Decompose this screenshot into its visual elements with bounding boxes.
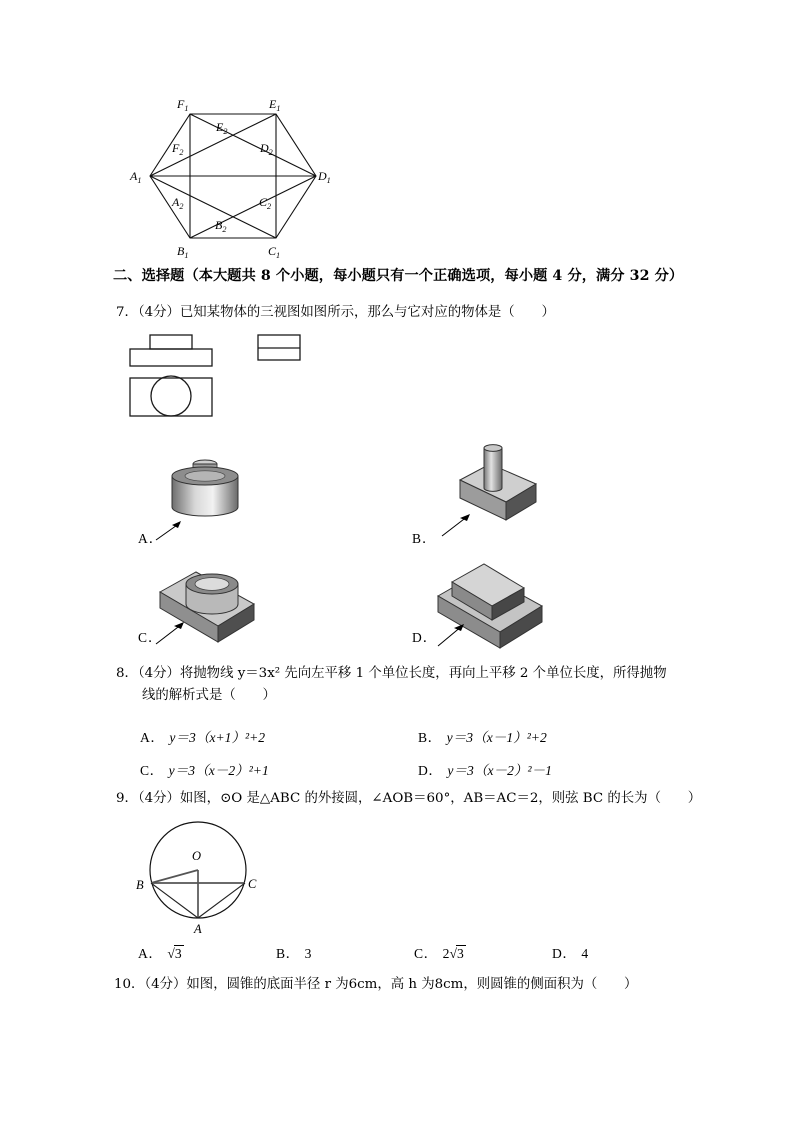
q8-option-c[interactable] [140, 759, 269, 779]
hex-label-E2: $E_2$ [216, 120, 228, 136]
hex-label-D1: $D_1$ [318, 169, 331, 185]
q8-option-a[interactable] [140, 726, 265, 746]
hex-label-A2: $A_2$ [172, 195, 184, 211]
q8-option-a-text: y＝3（x+1）²+2 [169, 730, 266, 745]
option-c-label: C． [138, 630, 163, 645]
question-10-stem: 10．（4分）如图，圆锥的底面半径 r 为6cm，高 h 为8cm，则圆锥的侧面积为（ ） [114, 977, 638, 992]
question-8-stem-line1: 8．（4分）将抛物线 y＝3x² 先向左平移 1 个单位长度，再向上平移 2 个单位长度，所得抛物 [116, 666, 667, 681]
q9-option-b-label: B． [276, 946, 300, 961]
q9-label-O: O [192, 849, 202, 863]
question-8-stem [116, 663, 691, 706]
q8-option-d[interactable] [418, 759, 552, 779]
q8-option-b-label: B． [418, 730, 442, 745]
hex-label-B1: $B_1$ [177, 244, 189, 260]
q8-option-b[interactable] [418, 726, 547, 746]
question-8-stem-line2: 线的解析式是（ ） [142, 687, 276, 703]
three-view-drawing [128, 332, 348, 424]
hex-label-B2: $B_2$ [215, 218, 227, 234]
q9-option-b-value: 3 [304, 946, 312, 961]
option-b-label: B． [412, 531, 437, 546]
hex-label-C1: $C_1$ [268, 244, 281, 260]
option-a-figure-cylinder [150, 455, 280, 545]
circumscribed-circle-figure [128, 812, 288, 937]
option-a-label: A． [138, 531, 164, 546]
q8-option-d-label: D． [418, 763, 443, 778]
section-heading: 二、选择题（本大题共 8 个小题，每小题只有一个正确选项，每小题 4 分，满分 32 分） [113, 268, 684, 284]
q9-option-a-radicand: 3 [174, 946, 182, 961]
q8-option-b-text: y＝3（x－1）²+2 [446, 730, 547, 745]
hex-label-C2: $C_2$ [259, 195, 272, 211]
hexagon-star-figure [128, 88, 338, 263]
hex-label-F1: $F_1$ [177, 97, 189, 113]
hex-label-E1: $E_1$ [269, 97, 281, 113]
q9-option-d[interactable] [552, 942, 588, 962]
option-c-figure-short-cylinder-on-block [150, 556, 290, 651]
q9-option-c-radicand: 3 [456, 946, 464, 961]
question-9-stem: 9．（4分）如图，⊙O 是△ABC 的外接圆，∠AOB＝60°，AB＝AC＝2，则弦 BC 的长为（ ） [116, 791, 702, 806]
q8-option-c-text: y＝3（x－2）²+1 [168, 763, 269, 778]
q9-option-a[interactable] [138, 942, 184, 962]
q8-option-d-text: y＝3（x－2）²－1 [447, 763, 552, 778]
hex-label-F2: $F_2$ [172, 141, 184, 157]
hex-label-D2: $D_2$ [260, 141, 273, 157]
question-7-stem: 7．（4分）已知某物体的三视图如图所示，那么与它对应的物体是（ ） [116, 305, 555, 320]
q9-option-d-value: 4 [581, 946, 589, 961]
option-d-figure-stacked-blocks [432, 556, 572, 651]
q9-label-C: C [248, 877, 257, 891]
q9-option-a-value: √3 [167, 946, 182, 961]
q9-label-A: A [194, 922, 202, 936]
q8-option-c-label: C． [140, 763, 164, 778]
q9-option-b[interactable] [276, 942, 311, 962]
q9-option-c-label: C． [414, 946, 438, 961]
q9-option-c-coefficient: 2 [442, 946, 450, 961]
q9-option-d-label: D． [552, 946, 577, 961]
q9-option-a-label: A． [138, 946, 163, 961]
q8-option-a-label: A． [140, 730, 165, 745]
q9-label-B: B [136, 878, 144, 892]
option-d-label: D． [412, 630, 438, 645]
q9-option-c[interactable] [414, 942, 466, 962]
q9-option-c-value: √3 [449, 946, 464, 961]
hex-label-A1: $A_1$ [130, 169, 142, 185]
option-b-figure-cylinder-on-block [432, 440, 562, 545]
